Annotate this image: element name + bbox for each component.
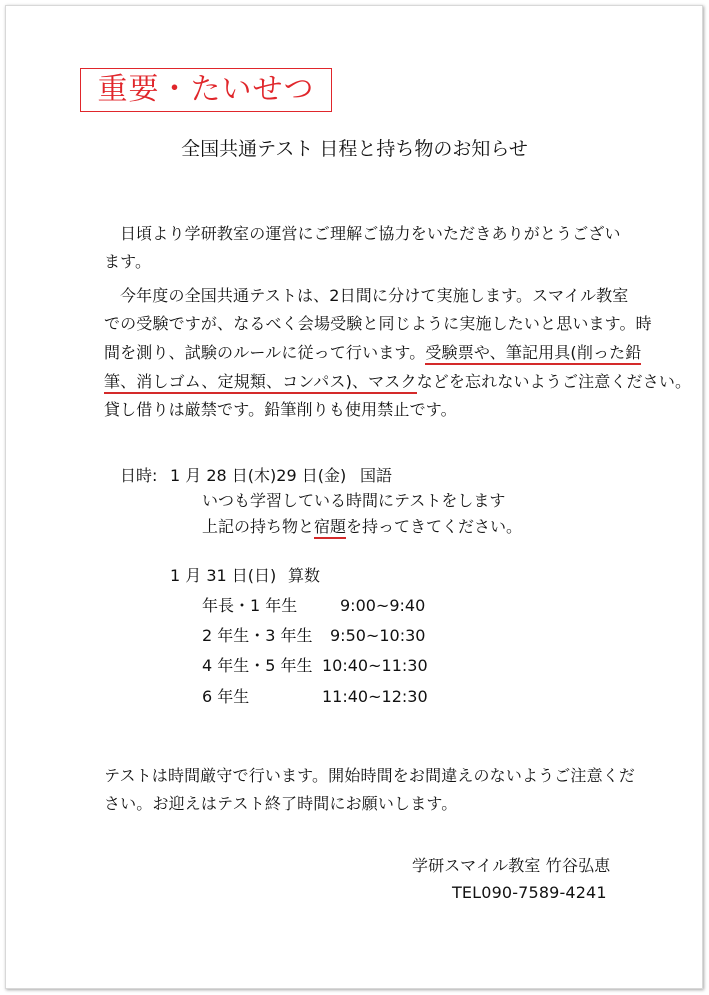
underlined-items-end: 筆、消しゴム、定規類、コンパス)、マスク bbox=[104, 372, 417, 394]
para1-line2: ます。 bbox=[104, 252, 152, 271]
homework-underlined: 宿題 bbox=[314, 517, 346, 539]
time-row-grade: 2 年生・3 年生 bbox=[202, 626, 313, 645]
time-row-grade: 年長・1 年生 bbox=[202, 596, 298, 615]
notice-title: 全国共通テスト 日程と持ち物のお知らせ bbox=[181, 138, 528, 160]
para2-line3 bbox=[104, 342, 641, 364]
signature-org: 学研スマイル教室 竹谷弘恵 bbox=[412, 856, 611, 875]
time-row-time: 10:40~11:30 bbox=[322, 656, 428, 675]
para2-line5: 貸し借りは厳禁です。鉛筆削りも使用禁止です。 bbox=[104, 400, 457, 419]
schedule-day2: 1 月 31 日(日) bbox=[170, 566, 277, 585]
schedule-note2-c: を持ってきてください。 bbox=[346, 517, 523, 536]
schedule-day1-subject: 国語 bbox=[360, 466, 393, 485]
time-row-time: 9:00~9:40 bbox=[340, 596, 426, 615]
important-badge: 重要・たいせつ bbox=[80, 68, 332, 112]
closing-line2: さい。お迎えはテスト終了時間にお願いします。 bbox=[104, 794, 458, 813]
para2-line2: での受験ですが、なるべく会場受験と同じように実施したいと思います。時 bbox=[104, 314, 652, 333]
time-row-grade: 4 年生・5 年生 bbox=[202, 656, 313, 675]
underlined-items-start: 受験票や、筆記用具(削った鉛 bbox=[425, 343, 641, 365]
schedule-note2 bbox=[202, 516, 522, 538]
schedule-note1: いつも学習している時間にテストをします bbox=[202, 491, 506, 510]
schedule-label: 日時: bbox=[120, 466, 158, 485]
closing-line1: テストは時間厳守で行います。開始時間をお間違えのないようご注意くだ bbox=[104, 766, 636, 785]
para2-line3-text: 間を測り、試験のルールに従って行います。 bbox=[104, 343, 426, 362]
time-row-grade: 6 年生 bbox=[202, 687, 250, 706]
para2-line4-text: などを忘れないようご注意ください。 bbox=[416, 372, 692, 391]
time-row-time: 9:50~10:30 bbox=[330, 626, 426, 645]
schedule-day2-subject: 算数 bbox=[288, 566, 321, 585]
schedule-note2-a: 上記の持ち物と bbox=[202, 517, 315, 536]
para2-line1: 今年度の全国共通テストは、2日間に分けて実施します。スマイル教室 bbox=[120, 286, 629, 305]
para2-line4 bbox=[104, 371, 691, 393]
signature-tel: TEL090-7589-4241 bbox=[452, 883, 607, 902]
time-row-time: 11:40~12:30 bbox=[322, 687, 428, 706]
para1-line1: 日頃より学研教室の運営にご理解ご協力をいただきありがとうござい bbox=[120, 224, 621, 243]
schedule-day1: 1 月 28 日(木)29 日(金) bbox=[170, 466, 347, 485]
